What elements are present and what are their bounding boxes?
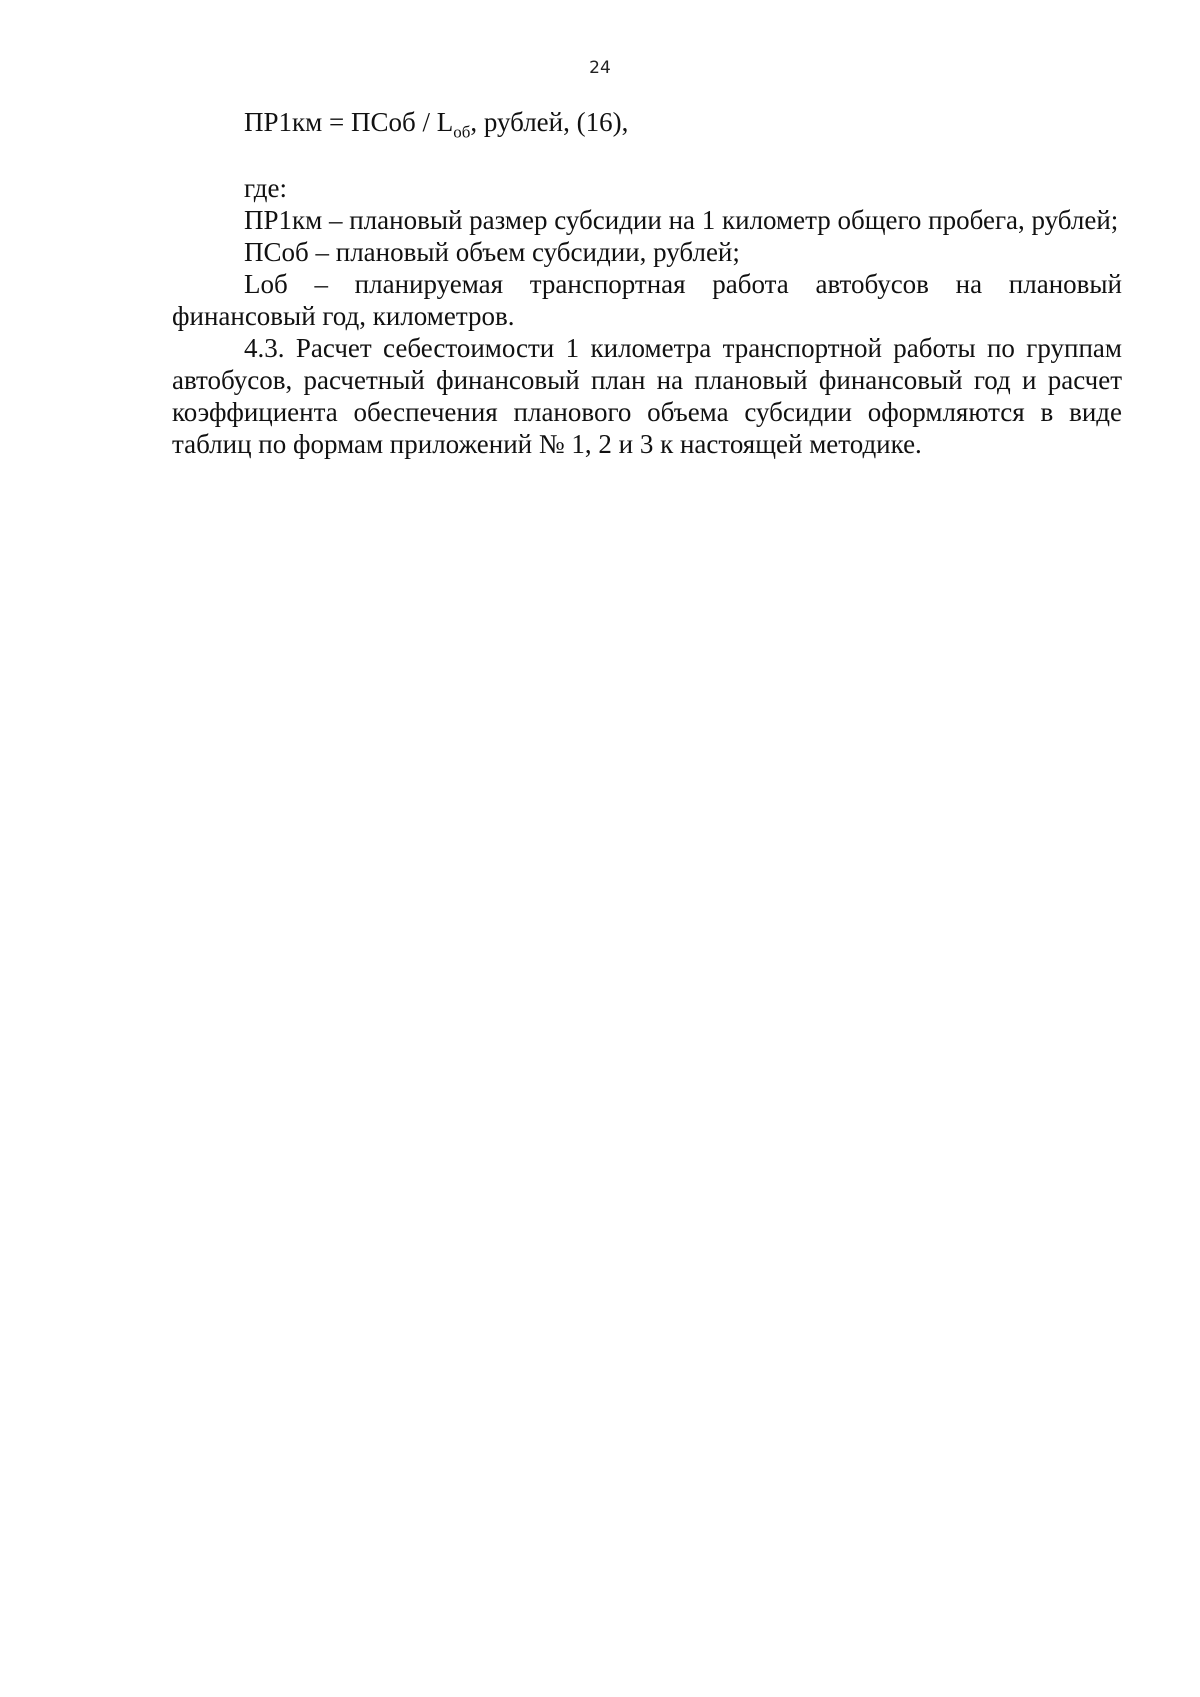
definition-pr1km: ПР1км – плановый размер субсидии на 1 километр общего пробега, рублей;: [244, 205, 1119, 235]
page-number: 24: [589, 58, 611, 78]
formula-rhs: , рублей, (16),: [470, 107, 629, 137]
definition-lob: Lоб – планируемая транспортная работа автобусов на плановый финансовый год, километров.: [172, 269, 1122, 331]
definition-psob: ПСоб – плановый объем субсидии, рублей;: [244, 237, 740, 267]
document-body: [172, 106, 1122, 460]
paragraph-4-3: 4.3. Расчет себестоимости 1 километра транспортной работы по группам автобусов, расчетный финансовый план на плановый финансовый год и расчет коэффициента обеспечения планового объема субсидии оформляются в виде таблиц по формам приложений № 1, 2 и 3 к настоящей методике.: [172, 333, 1122, 459]
where-label: где:: [244, 173, 287, 203]
formula-lhs: ПР1км = ПСоб / L: [244, 107, 454, 137]
formula-16: [172, 106, 1122, 142]
formula-subscript: об: [453, 122, 471, 142]
